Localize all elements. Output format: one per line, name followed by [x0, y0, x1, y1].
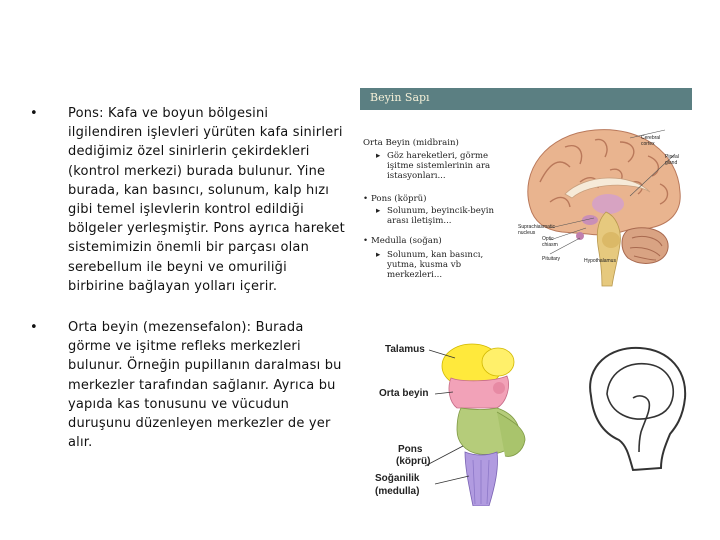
bullet-pons-text: Pons: Kafa ve boyun bölgesini ilgilendiren işlevleri yürüten kafa sinirleri dediğimiz özel sinirlerin çekirdekleri (kontrol merkezi) burada bulunur. Yine burada, kan basıncı, solunum, kalp hızı gibi temel işlevlerin kontrol edildiği bölgeler yerleşmiştir. Pons ayrıca hareket sistemimizin önemli bir parçası olan serebellum ile beyni ve omuriliği birbirine bağlayan yolları içerir. — [68, 106, 345, 294]
midbrain-arrow-icon: ▸ — [376, 151, 381, 161]
label-pineal-2: gland — [665, 160, 678, 166]
midbrain-detail-1: Göz hareketleri, görme — [387, 151, 489, 161]
label-suprachiasmatic-1: Suprachiasmatic — [518, 224, 555, 230]
pons-heading: Pons (köprü) — [371, 194, 427, 204]
medulla-arrow-icon: ▸ — [376, 250, 381, 260]
label-talamus: Talamus — [385, 344, 425, 355]
label-pons: Pons — [398, 444, 423, 455]
medulla-detail-2: yutma, kusma vb — [387, 260, 462, 270]
label-cerebral-cortex-2: cortex — [641, 141, 655, 147]
pons-arrow-icon: ▸ — [376, 206, 381, 216]
label-suprachiasmatic-2: nucleus — [518, 230, 536, 236]
bullet-marker: • — [30, 106, 38, 121]
bullet-orta-beyin-text: Orta beyin (mezensefalon): Burada görme ve işitme refleks merkezleri bulunur. Örneğin pupillanın daralması bu merkezler tarafından sağlanır. Ayrıca bu yapıda kas tonusunu ve vücudun duruşunu düzenleyen merkezler de yer alır. — [68, 320, 342, 451]
label-cerebral-cortex-1: Cerebral — [641, 135, 661, 141]
label-pineal-1: Pineal — [665, 154, 679, 160]
medulla-detail-1: Solunum, kan basıncı, — [387, 250, 484, 260]
pons-detail-2: arası iletişim... — [387, 216, 452, 226]
label-kopru: (köprü) — [396, 456, 431, 467]
figure-header-bar — [360, 88, 692, 110]
brainstem-parts-figure — [365, 336, 695, 506]
midbrain-detail-2: işitme sistemlerinin ara — [387, 161, 491, 171]
label-optic-1: Optic — [542, 236, 554, 242]
medulla-detail-3: merkezleri... — [387, 270, 443, 280]
bullet-marker: • — [30, 320, 38, 336]
pons-detail-1: Solunum, beyincik-beyin — [387, 206, 494, 216]
label-soganilik: Soğanilik — [375, 473, 420, 484]
medulla-bullet-icon: • — [363, 236, 369, 246]
bullet-list — [28, 104, 346, 452]
label-suprachiasmatic — [518, 224, 555, 236]
label-pituitary: Pituitary — [542, 256, 561, 262]
label-cerebral-cortex — [641, 135, 660, 147]
bullet-pons — [28, 104, 346, 296]
label-hypothalamus: Hypothalamus — [584, 258, 616, 264]
label-optic — [542, 236, 558, 248]
midbrain-heading: Orta Beyin (midbrain) — [363, 138, 459, 148]
bullet-orta-beyin — [28, 318, 346, 452]
label-orta-beyin: Orta beyin — [379, 388, 429, 399]
midbrain-detail-3: istasyonları... — [387, 171, 446, 181]
label-optic-2: chiasm — [542, 242, 558, 248]
pons-bullet-icon: • — [363, 194, 369, 204]
brainstem-figure — [360, 88, 692, 288]
label-medulla: (medulla) — [375, 486, 420, 497]
medulla-heading: Medulla (soğan) — [371, 236, 442, 246]
label-pineal-gland — [665, 154, 679, 166]
figure-title: Beyin Sapı — [370, 91, 430, 104]
